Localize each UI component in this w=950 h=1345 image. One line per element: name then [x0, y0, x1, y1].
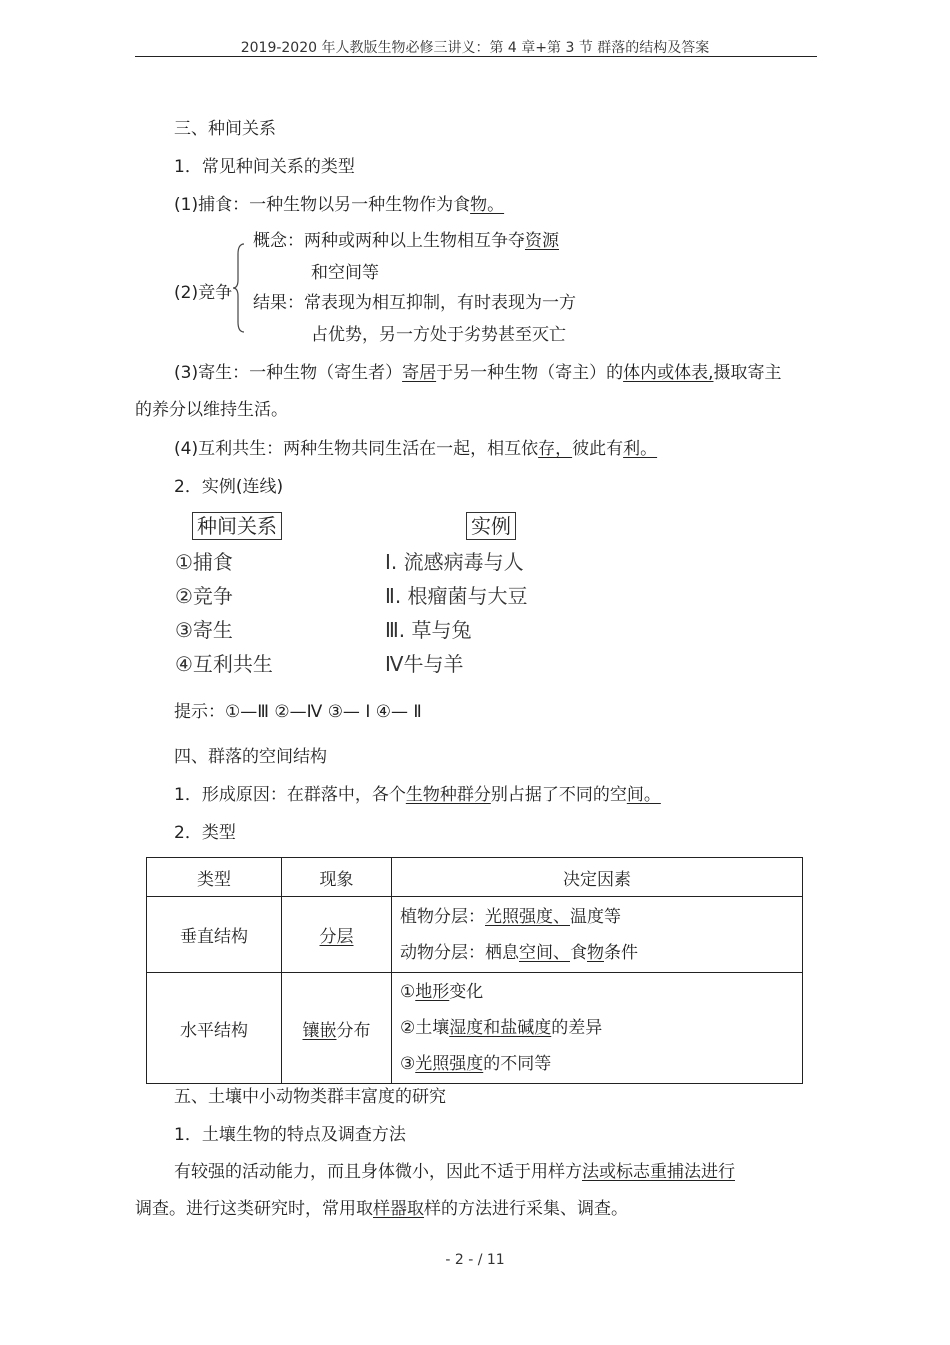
- matching-header-examples: 实例: [466, 512, 516, 540]
- competition-label: [174, 281, 232, 305]
- phenomenon-underlined: 镶嵌: [302, 1020, 337, 1041]
- factor-text: 变化: [449, 982, 484, 1002]
- phenomenon-text: 分布: [336, 1020, 371, 1041]
- factor-text: ①: [400, 982, 416, 1002]
- factor-line: [400, 899, 801, 935]
- relation-item: ③寄生: [175, 618, 233, 642]
- cause-underlined-2: 间。: [626, 785, 661, 805]
- mutualism-underlined-2: 利。: [623, 439, 658, 459]
- factor-text: 温度等: [570, 906, 621, 927]
- factor-underlined: 光照强度: [415, 1054, 484, 1074]
- example-item: Ⅰ. 流感病毒与人: [385, 550, 524, 574]
- example-item: Ⅳ牛与羊: [385, 652, 464, 676]
- competition-concept: [253, 229, 593, 253]
- section-heading-5: 五、土壤中小动物类群丰富度的研究: [174, 1087, 446, 1107]
- factor-line: [400, 1046, 801, 1082]
- table-row: [147, 973, 803, 1084]
- example-item: Ⅱ. 根瘤菌与大豆: [385, 584, 528, 608]
- item-number: (3): [174, 363, 199, 383]
- parasitism-underlined-2: 体内或体表,: [623, 363, 714, 383]
- section-heading-4: 四、群落的空间结构: [174, 747, 327, 767]
- para-parasitism: [174, 361, 782, 385]
- predation-text: 捕食：一种生物以另一种生物作为食: [198, 195, 471, 215]
- mutualism-text: 互利共生：两种生物共同生活在一起，相互依: [198, 439, 539, 459]
- factor-underlined: 光照强度、: [485, 906, 570, 927]
- page-number: - 2 - / 11: [445, 1252, 505, 1268]
- curly-brace-icon: [232, 242, 248, 334]
- factor-underlined: 空间、: [519, 942, 570, 963]
- mutualism-text-2: 彼此有: [572, 439, 624, 459]
- factor-line: [400, 1010, 801, 1046]
- factor-underlined: 地形: [415, 982, 450, 1002]
- matching-header-relations: 种间关系: [192, 512, 282, 540]
- factor-line: [400, 974, 801, 1010]
- parasitism-text-3: 摄取寄主: [713, 363, 782, 383]
- factor-underlined: 物: [587, 942, 604, 963]
- competition-result-cont: 占优势，另一方处于劣势甚至灭亡: [311, 325, 566, 345]
- table-header-row: [147, 858, 803, 897]
- cell-factors: [392, 897, 803, 973]
- parasitism-line-2: 的养分以维持生活。: [135, 400, 288, 420]
- para-predation: [174, 193, 504, 217]
- relation-item: ④互利共生: [175, 652, 273, 676]
- subheading-examples: 2．实例(连线): [174, 477, 284, 497]
- cause-underlined-1: 生物种群分: [405, 785, 491, 805]
- cell-phenomenon: [282, 973, 392, 1084]
- soil-underlined: 样器取: [373, 1199, 424, 1219]
- parasitism-underlined-1: 寄居: [402, 363, 437, 383]
- cause-text: 1．形成原因：在群落中，各个: [174, 785, 406, 805]
- factor-text: 食: [570, 942, 587, 963]
- structure-table: [146, 857, 803, 1084]
- factor-text: 动物分层：栖息: [400, 942, 519, 963]
- factor-text: 的不同等: [483, 1054, 552, 1074]
- cell-type: 水平结构: [147, 973, 282, 1084]
- item-number: (1): [174, 195, 199, 215]
- item-number: (4): [174, 439, 199, 459]
- header-rule: [135, 56, 817, 57]
- competition-concept-cont: 和空间等: [311, 263, 379, 283]
- formation-cause: [174, 783, 685, 807]
- table-header: 现象: [282, 858, 392, 897]
- cell-phenomenon: [282, 897, 392, 973]
- mutualism-underlined-1: 存，: [538, 439, 573, 459]
- competition-word: 竞争: [198, 283, 233, 303]
- soil-para-line-1: [174, 1160, 735, 1184]
- soil-text: 样的方法进行采集、调查。: [424, 1199, 628, 1219]
- table-row: [147, 897, 803, 973]
- para-mutualism: [174, 437, 683, 461]
- example-item: Ⅲ. 草与兔: [385, 618, 472, 642]
- factor-text: 植物分层：: [400, 906, 485, 927]
- soil-text: 有较强的活动能力，而且身体微小，因此不适于用样方: [174, 1162, 582, 1182]
- subheading-structure-types: 2．类型: [174, 823, 236, 843]
- competition-result: 结果：常表现为相互抑制，有时表现为一方: [253, 293, 576, 313]
- factor-text: ②土壤: [400, 1018, 450, 1038]
- soil-text: 调查。进行这类研究时，常用取: [135, 1199, 373, 1219]
- page-header: 2019-2020 年人教版生物必修三讲义：第 4 章+第 3 节 群落的结构及答案: [240, 40, 710, 56]
- phenomenon-underlined: 分层: [319, 927, 354, 947]
- concept-text: 概念：两种或两种以上生物相互争夺: [253, 231, 525, 251]
- factor-line: [400, 935, 801, 971]
- parasitism-text: 寄生：一种生物（寄生者）: [198, 363, 403, 383]
- factor-text: 的差异: [551, 1018, 603, 1038]
- relation-item: ①捕食: [175, 550, 233, 574]
- section-heading-3: 三、种间关系: [174, 119, 276, 139]
- table-header: 决定因素: [392, 858, 803, 897]
- factor-text: 条件: [604, 942, 638, 963]
- factor-text: ③: [400, 1054, 416, 1074]
- soil-para-line-2: [135, 1197, 628, 1221]
- item-number: (2): [174, 283, 199, 303]
- concept-underlined: 资源: [525, 231, 559, 251]
- predation-underlined: 物。: [470, 195, 505, 215]
- parasitism-text-2: 于另一种生物（寄主）的: [436, 363, 624, 383]
- cell-factors: [392, 973, 803, 1084]
- subheading-types: 1．常见种间关系的类型: [174, 157, 355, 177]
- subheading-soil: 1．土壤生物的特点及调查方法: [174, 1125, 406, 1145]
- matching-hint: 提示：①—Ⅲ ②—Ⅳ ③— Ⅰ ④— Ⅱ: [174, 702, 422, 722]
- table-header: 类型: [147, 858, 282, 897]
- relation-item: ②竞争: [175, 584, 233, 608]
- soil-underlined: 法或标志重捕法进行: [582, 1162, 735, 1182]
- factor-underlined: 湿度和盐碱度: [449, 1018, 552, 1038]
- cell-type: 垂直结构: [147, 897, 282, 973]
- cause-text-2: 别占据了不同的空: [490, 785, 627, 805]
